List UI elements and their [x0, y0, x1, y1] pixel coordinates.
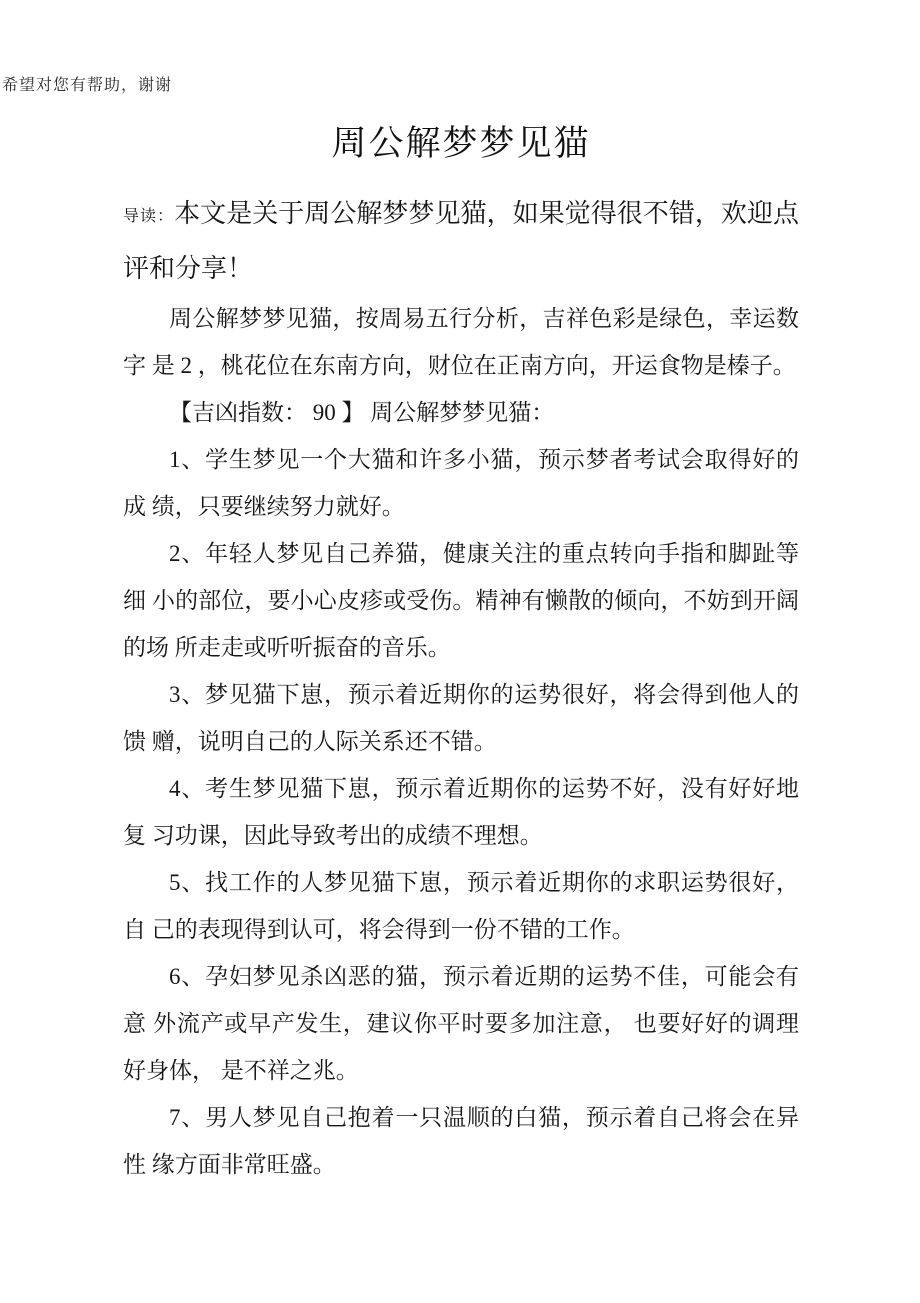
page-title: 周公解梦梦见猫 [331, 124, 591, 163]
lead-text: 本文是关于周公解梦梦见猫，如果觉得很不错，欢迎点 评和分享！ [123, 199, 799, 283]
document-content [123, 116, 799, 1188]
paragraph: 1、学生梦见一个大猫和许多小猫，预示梦者考试会取得好的成 绩，只要继续努力就好。 [123, 447, 799, 519]
paragraph: 2、年轻人梦见自己养猫，健康关注的重点转向手指和脚趾等细 小的部位，要小心皮疹或受伤。精神有懒散的倾向，不妨到开阔的场 所走走或听听振奋的音乐。 [123, 541, 799, 660]
paragraph: 4、考生梦见猫下崽，预示着近期你的运势不好，没有好好地复 习功课，因此导致考出的成绩不理想。 [123, 776, 799, 848]
paragraph: 周公解梦梦见猫，按周易五行分析，吉祥色彩是绿色，幸运数字 是 2 ，桃花位在东南方向，财位在正南方向，开运食物是榛子。 [123, 306, 799, 378]
paragraph: 7、男人梦见自己抱着一只温顺的白猫，预示着自己将会在异性 缘方面非常旺盛。 [123, 1105, 799, 1177]
header-note: 希望对您有帮助，谢谢 [2, 77, 173, 94]
body-paragraphs [123, 295, 799, 1188]
paragraph: 【吉凶指数： 90 】 周公解梦梦见猫： [169, 400, 555, 425]
lead-label: 导读： [123, 208, 175, 225]
lead-paragraph [123, 188, 799, 295]
paragraph: 3、梦见猫下崽，预示着近期你的运势很好，将会得到他人的馈 赠，说明自己的人际关系还不错。 [123, 682, 799, 754]
paragraph: 6、孕妇梦见杀凶恶的猫，预示着近期的运势不佳，可能会有意 外流产或早产发生，建议你平时要多加注意， 也要好好的调理好身体， 是不祥之兆。 [123, 964, 799, 1083]
paragraph: 5、找工作的人梦见猫下崽，预示着近期你的求职运势很好，自 己的表现得到认可，将会得到一份不错的工作。 [123, 870, 799, 942]
